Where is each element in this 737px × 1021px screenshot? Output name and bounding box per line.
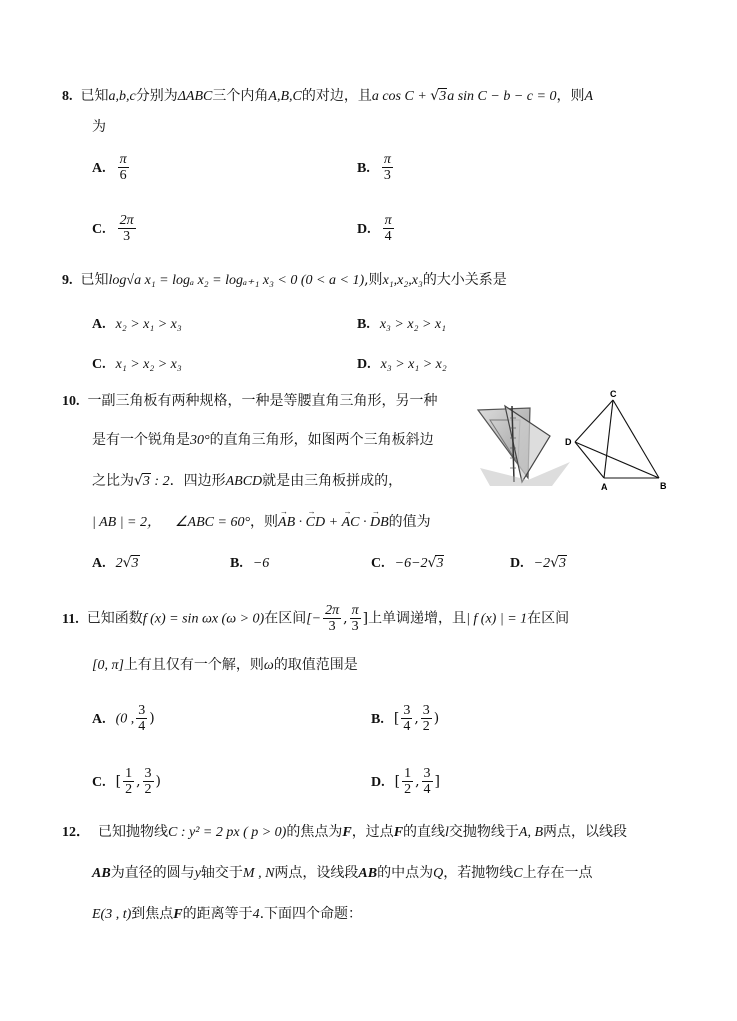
edge-da bbox=[575, 442, 604, 478]
sqrt-icon: √ bbox=[134, 473, 143, 489]
q12-line-l: l bbox=[445, 825, 449, 840]
vertex-label-b: B bbox=[660, 481, 667, 491]
q10-text: 就是由三角板拼成的， bbox=[262, 473, 403, 489]
option-open: [ bbox=[393, 710, 400, 727]
denominator: 3 bbox=[328, 619, 336, 634]
denominator: 3 bbox=[351, 619, 359, 634]
quadrilateral-diagram bbox=[560, 386, 680, 496]
q12-text: 上存在一点 bbox=[522, 865, 593, 881]
q10-text: 的直角三角形，如图两个三角板斜边 bbox=[209, 432, 434, 448]
numerator: 3 bbox=[422, 703, 430, 718]
q8-triangle: ΔABC bbox=[177, 89, 213, 104]
option-label: A. bbox=[92, 160, 106, 176]
q11-number: 11. bbox=[62, 611, 79, 627]
denominator: 2 bbox=[144, 782, 152, 797]
q8-text: 的对边，且 bbox=[301, 88, 372, 104]
q9-option-d[interactable] bbox=[357, 354, 447, 375]
q11-omega: ω bbox=[263, 658, 274, 673]
q10-text: 一副三角板有两种规格，一种是等腰直角三角形，另一种 bbox=[87, 393, 438, 409]
sqrt-icon: √ bbox=[122, 555, 132, 571]
q12-curve: C : y² = 2 px ( p > 0) bbox=[168, 825, 287, 840]
q12-distance: 4 bbox=[252, 907, 260, 922]
q12-text: ，过点 bbox=[351, 824, 394, 840]
option-label: B. bbox=[230, 556, 243, 571]
option-close: ] bbox=[434, 773, 441, 790]
option-open: (0 , bbox=[115, 711, 135, 727]
option-sep: , bbox=[136, 773, 141, 790]
q11-text: 上单调递增，且 bbox=[368, 610, 467, 627]
option-label: C. bbox=[92, 774, 106, 790]
option-open: [ bbox=[115, 773, 122, 790]
numerator: 2π bbox=[119, 213, 134, 228]
denominator: 2 bbox=[125, 782, 133, 797]
option-text: x₁ > x₂ > x₃ bbox=[115, 357, 182, 372]
option-text: −2 bbox=[533, 556, 551, 571]
q10-quad: ABCD bbox=[225, 474, 263, 489]
q11-text: 的取值范围是 bbox=[273, 657, 358, 673]
q11-text: 在区间 bbox=[264, 610, 307, 627]
denominator: 2 bbox=[422, 719, 430, 734]
q12-axis: y bbox=[194, 866, 201, 881]
q12-text: 到焦点 bbox=[131, 906, 174, 922]
q10-ratio-sqrt: 3 bbox=[142, 474, 150, 489]
q10-line2 bbox=[92, 430, 434, 451]
q10-option-c[interactable] bbox=[371, 553, 444, 574]
q11-interval-open: [− bbox=[306, 611, 322, 627]
q10-text: 是有一个锐角是 bbox=[92, 432, 190, 448]
numerator: 2π bbox=[325, 603, 340, 618]
option-label: A. bbox=[92, 711, 106, 727]
q10-line4 bbox=[92, 512, 431, 533]
fraction bbox=[350, 603, 361, 634]
q12-points: A, B bbox=[518, 825, 544, 840]
option-sep: , bbox=[415, 773, 420, 790]
option-label: B. bbox=[357, 160, 370, 176]
numerator: 3 bbox=[423, 766, 431, 781]
q12-text: 交抛物线于 bbox=[448, 824, 519, 840]
option-sqrt: 3 bbox=[436, 556, 444, 571]
fraction bbox=[401, 703, 412, 734]
q10-abs: | AB | = 2， bbox=[92, 515, 161, 530]
q12-line1 bbox=[62, 822, 627, 843]
fraction bbox=[382, 152, 393, 183]
numerator: 3 bbox=[144, 766, 152, 781]
vertex-label-d: D bbox=[565, 437, 572, 447]
q12-curve-name: C bbox=[513, 866, 523, 881]
q10-option-b[interactable] bbox=[230, 553, 269, 574]
q12-text: 的距离等于 bbox=[182, 906, 253, 922]
q12-points-mn: M , N bbox=[242, 866, 275, 881]
q9-vars: x₁,x₂,x₃ bbox=[382, 273, 423, 288]
denominator: 6 bbox=[119, 168, 127, 183]
q8-equation-a: a cos C + bbox=[371, 89, 431, 104]
q12-text: .下面四个命题： bbox=[259, 906, 363, 922]
option-open: [ bbox=[394, 773, 401, 790]
q8-line2: 为 bbox=[92, 119, 106, 135]
q9-text: ,则 bbox=[364, 272, 383, 288]
numerator: π bbox=[351, 603, 359, 618]
q12-segment: AB bbox=[92, 866, 111, 881]
q10-text: 之比为 bbox=[92, 473, 134, 489]
option-label: A. bbox=[92, 317, 106, 332]
q11-text: 已知函数 bbox=[86, 610, 143, 627]
q11-option-b[interactable] bbox=[371, 703, 439, 734]
q8-option-c[interactable] bbox=[92, 213, 138, 244]
q11-option-a[interactable] bbox=[92, 703, 155, 734]
edge-ca bbox=[604, 400, 613, 478]
q12-text: 的中点为 bbox=[377, 865, 434, 881]
q9-option-a[interactable] bbox=[92, 314, 182, 335]
q10-text: 的值为 bbox=[388, 514, 431, 530]
q10-line3 bbox=[92, 471, 402, 492]
q9-option-b[interactable] bbox=[357, 314, 446, 335]
option-label: D. bbox=[371, 774, 385, 790]
fraction bbox=[118, 152, 129, 183]
denominator: 3 bbox=[123, 229, 131, 244]
q10-option-d[interactable] bbox=[510, 553, 567, 574]
q11-text: 在区间 bbox=[527, 610, 570, 627]
q8-option-b[interactable] bbox=[357, 152, 395, 183]
q9-line1 bbox=[62, 270, 507, 291]
q10-ratio-rest: : 2 bbox=[150, 474, 170, 489]
q10-degree: 30° bbox=[190, 433, 210, 448]
q9-text: 已知 bbox=[80, 272, 109, 288]
numerator: 1 bbox=[125, 766, 133, 781]
numerator: π bbox=[383, 152, 391, 167]
q12-focus: F bbox=[173, 907, 183, 922]
q11-interval-sep: , bbox=[343, 610, 348, 627]
edge-db bbox=[575, 442, 659, 478]
option-text: 2 bbox=[115, 556, 123, 571]
option-text: −6−2 bbox=[394, 556, 428, 571]
option-label: C. bbox=[371, 556, 385, 571]
fraction bbox=[118, 213, 136, 244]
q12-segment: AB bbox=[358, 866, 378, 881]
option-close: ) bbox=[433, 710, 440, 727]
option-label: C. bbox=[92, 221, 106, 237]
vertex-label-a: A bbox=[601, 482, 608, 492]
q8-text: 分别为 bbox=[135, 88, 178, 104]
denominator: 4 bbox=[138, 719, 146, 734]
denominator: 2 bbox=[404, 782, 412, 797]
numerator: 3 bbox=[138, 703, 146, 718]
q10-vector-expression: → AB · → CD + → AC · → DB bbox=[278, 515, 389, 530]
edge-dc bbox=[575, 400, 613, 442]
q12-text: ，若抛物线 bbox=[443, 865, 514, 881]
sqrt-icon: √ bbox=[427, 555, 437, 571]
q12-text: 的直线 bbox=[403, 824, 446, 840]
q10-text: ．四边形 bbox=[169, 473, 226, 489]
option-label: D. bbox=[357, 357, 371, 372]
fraction bbox=[123, 766, 134, 797]
q8-vars: a,b,c bbox=[108, 89, 136, 104]
q9-option-c[interactable] bbox=[92, 354, 182, 375]
q12-text: 两点，设线段 bbox=[274, 865, 359, 881]
q8-text: 已知 bbox=[80, 88, 109, 104]
denominator: 4 bbox=[384, 229, 392, 244]
fraction bbox=[136, 703, 147, 734]
q11-interval: [0, π] bbox=[92, 658, 124, 673]
q11-interval-close: ] bbox=[362, 610, 369, 627]
q8-text: 三个内角 bbox=[212, 88, 269, 104]
q8-angles: A,B,C bbox=[268, 89, 302, 104]
q11-line1 bbox=[62, 603, 569, 634]
q8-option-a[interactable] bbox=[92, 152, 131, 183]
q12-midpoint: Q bbox=[433, 866, 444, 881]
q9-text: 的大小关系是 bbox=[422, 272, 507, 288]
numerator: 1 bbox=[404, 766, 412, 781]
q12-number: 12． bbox=[62, 825, 90, 840]
vertex-label-c: C bbox=[610, 389, 617, 399]
numerator: 3 bbox=[403, 703, 411, 718]
option-sqrt: 3 bbox=[559, 556, 566, 571]
q8-line1 bbox=[62, 86, 593, 107]
q10-option-a[interactable] bbox=[92, 553, 140, 574]
option-label: D. bbox=[357, 221, 371, 237]
numerator: π bbox=[119, 152, 127, 167]
q8-sqrt-value: 3 bbox=[439, 89, 447, 104]
option-label: C. bbox=[92, 357, 106, 372]
option-label: B. bbox=[357, 317, 370, 332]
q12-text: 两点，以线段 bbox=[543, 824, 628, 840]
q12-point-e: E(3 , t) bbox=[92, 907, 132, 922]
option-label: D. bbox=[510, 556, 524, 571]
fraction bbox=[421, 703, 432, 734]
fraction bbox=[402, 766, 413, 797]
option-close: ) bbox=[149, 710, 155, 727]
option-close: ) bbox=[155, 773, 162, 790]
option-text: x₃ > x₂ > x₁ bbox=[379, 317, 446, 332]
q12-focus: F bbox=[342, 825, 352, 840]
denominator: 3 bbox=[383, 168, 391, 183]
q11-abs: | f (x) | = 1 bbox=[466, 611, 528, 627]
q11-function: f (x) = sin ωx (ω > 0) bbox=[142, 611, 265, 627]
q11-line2 bbox=[92, 655, 358, 676]
fraction bbox=[422, 766, 433, 797]
edge-cb bbox=[613, 400, 659, 478]
q8-option-d[interactable] bbox=[357, 213, 396, 244]
q9-number: 9. bbox=[62, 273, 73, 288]
fraction bbox=[143, 766, 154, 797]
option-text: x₃ > x₁ > x₂ bbox=[380, 357, 447, 372]
q10-number: 10. bbox=[62, 394, 80, 409]
q8-text: ，则 bbox=[556, 88, 585, 104]
option-sqrt: 3 bbox=[131, 556, 139, 571]
q11-text: 上有且仅有一个解，则 bbox=[123, 657, 264, 673]
q10-text: ，则 bbox=[250, 514, 279, 530]
q12-line2 bbox=[92, 863, 593, 884]
q10-angle: ∠ABC = 60° bbox=[175, 515, 251, 530]
q12-line3 bbox=[92, 904, 362, 925]
q8-number: 8. bbox=[62, 89, 73, 104]
q12-focus: F bbox=[393, 825, 404, 840]
q8-target: A bbox=[584, 89, 594, 104]
q12-text: 已知抛物线 bbox=[98, 824, 168, 840]
fraction bbox=[323, 603, 341, 634]
option-sep: , bbox=[414, 710, 419, 727]
q12-text: 的焦点为 bbox=[286, 824, 343, 840]
sqrt-icon: √ bbox=[430, 88, 440, 104]
fraction bbox=[383, 213, 394, 244]
q12-text: 轴交于 bbox=[200, 865, 243, 881]
denominator: 4 bbox=[423, 782, 431, 797]
q8-equation-b: a sin C − b − c = 0 bbox=[447, 89, 557, 104]
option-text: x₂ > x₁ > x₃ bbox=[115, 317, 182, 332]
q10-line1 bbox=[62, 391, 438, 412]
option-label: B. bbox=[371, 711, 384, 727]
option-text: −6 bbox=[252, 556, 270, 571]
denominator: 4 bbox=[403, 719, 411, 734]
q12-text: 为直径的圆与 bbox=[110, 865, 195, 881]
option-label: A. bbox=[92, 556, 106, 571]
numerator: π bbox=[384, 213, 392, 228]
q9-expression: log√a x₁ = logₐ x₂ = logₐ₊₁ x₃ < 0 (0 < a < 1) bbox=[108, 273, 365, 288]
q11-option-d[interactable] bbox=[371, 766, 440, 797]
q11-option-c[interactable] bbox=[92, 766, 161, 797]
sqrt-icon: √ bbox=[550, 555, 559, 571]
